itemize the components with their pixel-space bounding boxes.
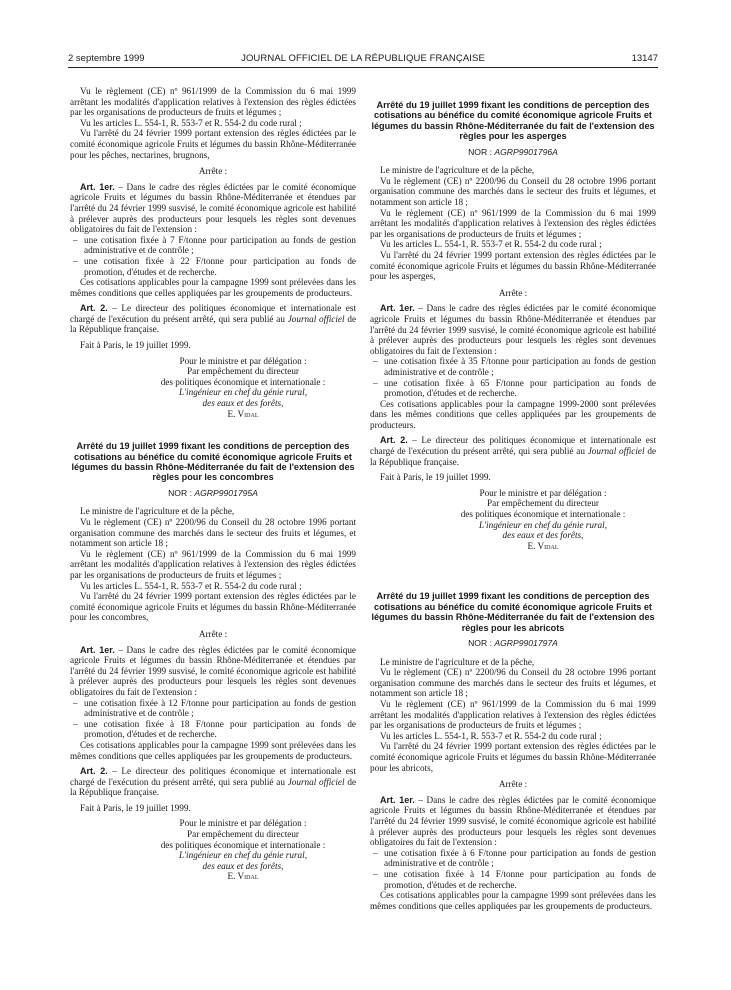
signatory-name: E. Vidal [527, 540, 559, 551]
signature-line: des eaux et des forêts, [502, 530, 584, 541]
article-label: Art. 1er. [80, 644, 115, 655]
list-item: – une cotisation fixée à 35 F/tonne pour participation au fonds de gestion administrative et de contrôle ; [370, 356, 656, 377]
visa-paragraph: Vu les articles L. 554-1, R. 553-7 et R. 554-2 du code rural ; [80, 117, 302, 128]
signature-line: des politiques économique et internationale : [460, 509, 626, 520]
journal-reference: Journal officiel [587, 446, 645, 457]
article-text: de la République française. [70, 313, 357, 335]
visa-paragraph: Vu les articles L. 554-1, R. 553-7 et R. 554-2 du code rural ; [380, 730, 602, 741]
article-1 [70, 645, 356, 698]
list-item: – une cotisation fixée à 12 F/tonne pour participation au fonds de gestion administrative et de contrôle ; [70, 698, 356, 719]
signatory-name: E. Vidal [227, 408, 259, 419]
article-label: Art. 2. [80, 303, 108, 314]
visa-paragraph: Vu les articles L. 554-1, R. 553-7 et R. 554-2 du code rural ; [80, 580, 302, 591]
visa-paragraph: Vu le règlement (CE) nº 961/1999 de la Commission du 6 mai 1999 arrêtant les modalités d'application relatives à l'extension des règles édictées par les organisations de producteurs de fruits et légumes ; [370, 699, 656, 731]
decree-title: Arrêté du 19 juillet 1999 fixant les conditions de perception des cotisations au bénéfice du comité économique agricole Fruits et légumes du bassin Rhône-Méditerranée du fait de l'extension des règles pour les asperges [371, 100, 655, 142]
right-column [370, 100, 656, 911]
list-item: – une cotisation fixée à 22 F/tonne pour participation au fonds de promotion, d'études et de recherche. [70, 256, 356, 277]
list-item: – une cotisation fixée à 65 F/tonne pour participation au fonds de promotion, d'études et de recherche. [370, 378, 656, 399]
journal-reference: Journal officiel [287, 776, 345, 787]
nor-code: AGRP9901795A [194, 487, 258, 498]
header-date: 2 septembre 1999 [68, 53, 145, 64]
nor-label: NOR : [468, 146, 495, 157]
nor-reference [70, 488, 356, 499]
signature-line: Pour le ministre et par délégation : [479, 487, 607, 498]
list-item: – une cotisation fixée à 7 F/tonne pour participation au fonds de gestion administrative et de contrôle ; [70, 235, 356, 256]
list-item: – une cotisation fixée à 18 F/tonne pour participation au fonds de promotion, d'études et de recherche. [70, 719, 356, 740]
list-item: – une cotisation fixée à 6 F/tonne pour participation au fonds de gestion administrative et de contrôle ; [370, 848, 656, 869]
nor-code: AGRP9901797A [494, 638, 558, 649]
article-1 [370, 303, 656, 356]
visa-paragraph: Vu l'arrêté du 24 février 1999 portant extension des règles édictées par le comité économique agricole Fruits et légumes du bassin Rhône-Méditerranée pour les concombres, [70, 591, 356, 623]
signature-place-date: Fait à Paris, le 19 juillet 1999. [380, 472, 491, 483]
arrete-heading: Arrête : [198, 166, 228, 177]
visa-paragraph: Vu l'arrêté du 24 février 1999 portant extension des règles édictées par le comité économique agricole Fruits et légumes du bassin Rhône-Méditerranée pour les asperges, [370, 249, 656, 282]
nor-reference [370, 638, 656, 649]
article-text: – Dans le cadre des règles édictées par le comité économique agricole Fruits et légumes du bassin Rhône-Méditerranée et étendues par l'arrêté du 24 février 1999 susvisé, le comité économique agricole est habilité à prélever auprès des producteurs pour lesquels les règles sont devenues obligatoires du fait de l'extension : [370, 794, 656, 848]
signature-line: des eaux et des forêts, [202, 398, 284, 409]
signature-line: Par empêchement du directeur [487, 498, 599, 509]
journal-reference: Journal officiel [287, 313, 345, 324]
visa-paragraph: Vu le règlement (CE) nº 2200/96 du Conseil du 28 octobre 1996 portant organisation commune des marchés dans le secteur des fruits et légumes, et notamment son article 18 ; [370, 667, 656, 699]
article-text: – Le directeur des politiques économique et internationale est chargé de l'exécution du présent arrêté, qui sera publié au [370, 435, 656, 457]
article-2 [70, 766, 356, 798]
article-2 [70, 303, 356, 335]
nor-reference [370, 147, 656, 158]
visa-paragraph: Vu les articles L. 554-1, R. 553-7 et R. 554-2 du code rural ; [380, 239, 602, 250]
signature-line: Pour le ministre et par délégation : [179, 818, 307, 829]
signature-line: des eaux et des forêts, [202, 860, 284, 871]
signature-place-date: Fait à Paris, le 19 juillet 1999. [80, 802, 191, 813]
signatory-name: E. Vidal [227, 871, 259, 882]
article-label: Art. 1er. [80, 181, 115, 192]
header-rule [68, 67, 658, 68]
body-paragraph: Ces cotisations applicables pour la campagne 1999 sont prélevées dans les mêmes conditions que celles appliquées par les groupements de producteurs. [370, 890, 656, 911]
article-label: Art. 2. [380, 435, 408, 446]
signature-line: Par empêchement du directeur [187, 366, 299, 377]
signature-line: Pour le ministre et par délégation : [179, 355, 307, 366]
body-paragraph: Le ministre de l'agriculture et de la pêche, [380, 165, 535, 176]
signature-place-date: Fait à Paris, le 19 juillet 1999. [80, 340, 191, 351]
list-item: – une cotisation fixée à 14 F/tonne pour participation au fonds de promotion, d'études et de recherche. [370, 869, 656, 890]
nor-label: NOR : [468, 638, 495, 649]
article-text: – Le directeur des politiques économique et internationale est chargé de l'exécution du présent arrêté, qui sera publié au [70, 766, 356, 787]
left-column [70, 86, 356, 882]
decree-title: Arrêté du 19 juillet 1999 fixant les conditions de perception des cotisations au bénéfice du comité économique agricole Fruits et légumes du bassin Rhône-Méditerranée du fait de l'extension des règles pour les concombres [71, 441, 355, 483]
arrete-heading: Arrête : [498, 287, 528, 298]
body-paragraph: Ces cotisations applicables pour la campagne 1999 sont prélevées dans les mêmes conditions que celles appliquées par les groupements de producteurs. [70, 739, 356, 761]
visa-paragraph: Vu le règlement (CE) nº 961/1999 de la Commission du 6 mai 1999 arrêtant les modalités d'application relatives à l'extension des règles édictées par les organisations de producteurs de fruits et légumes ; [70, 86, 356, 118]
signature-line: L'ingénieur en chef du génie rural, [178, 387, 307, 398]
arrete-heading: Arrête : [498, 779, 528, 790]
signature-line: des politiques économique et internationale : [160, 376, 326, 387]
visa-paragraph: Vu l'arrêté du 24 février 1999 portant extension des règles édictées par le comité économique agricole Fruits et légumes du bassin Rhône-Méditerranée pour les abricots, [370, 741, 656, 773]
visa-paragraph: Vu le règlement (CE) nº 961/1999 de la Commission du 6 mai 1999 arrêtant les modalités d'application relatives à l'extension des règles édictées par les organisations de producteurs de fruits et légumes ; [370, 207, 656, 239]
article-text: – Dans le cadre des règles édictées par le comité économique agricole Fruits et légumes du bassin Rhône-Méditerranée et étendues par l'arrêté du 24 février 1999 susvisé, le comité économique agricole est habilité à prélever auprès des producteurs pour lesquels les règles sont devenues obligatoires du fait de l'extension : [70, 181, 356, 235]
visa-paragraph: Vu le règlement (CE) nº 2200/96 du Conseil du 28 octobre 1996 portant organisation commune des marchés dans le secteur des fruits et légumes, et notamment son article 18 ; [70, 517, 356, 549]
header-journal-title: JOURNAL OFFICIEL DE LA RÉPUBLIQUE FRANÇAISE [241, 53, 485, 64]
arrete-heading: Arrête : [198, 628, 228, 639]
header-page-number: 13147 [631, 53, 658, 64]
body-paragraph: Le ministre de l'agriculture et de la pêche, [80, 506, 235, 517]
article-text: de la République française. [370, 446, 657, 467]
signature-line: L'ingénieur en chef du génie rural, [178, 850, 307, 861]
visa-paragraph: Vu le règlement (CE) nº 2200/96 du Conseil du 28 octobre 1996 portant organisation commune des marchés dans le secteur des fruits et légumes, et notamment son article 18 ; [370, 175, 656, 207]
decree-title: Arrêté du 19 juillet 1999 fixant les conditions de perception des cotisations au bénéfice du comité économique agricole Fruits et légumes du bassin Rhône-Méditerranée du fait de l'extension des règles pour les abricots [371, 591, 655, 633]
signature-line: des politiques économique et internationale : [160, 839, 326, 850]
nor-label: NOR : [168, 487, 195, 498]
visa-paragraph: Vu le règlement (CE) nº 961/1999 de la Commission du 6 mai 1999 arrêtant les modalités d'application relatives à l'extension des règles édictées par les organisations de producteurs de fruits et légumes ; [70, 548, 356, 580]
nor-code: AGRP9901796A [494, 146, 558, 157]
signature-line: Par empêchement du directeur [187, 829, 299, 840]
signature-line: L'ingénieur en chef du génie rural, [478, 519, 607, 530]
body-paragraph: Le ministre de l'agriculture et de la pêche, [380, 656, 535, 667]
article-label: Art. 2. [80, 766, 108, 777]
body-paragraph: Ces cotisations applicables pour la campagne 1999 sont prélevées dans les mêmes conditions que celles appliquées par les groupements de producteurs. [70, 277, 356, 298]
article-1 [370, 795, 656, 848]
page-header [68, 53, 658, 67]
article-text: – Le directeur des politiques économique et internationale est chargé de l'exécution du présent arrêté, qui sera publié au [70, 303, 356, 324]
article-text: de la République française. [70, 776, 357, 798]
article-label: Art. 1er. [380, 303, 415, 314]
body-paragraph: Ces cotisations applicables pour la campagne 1999-2000 sont prélevées dans les mêmes conditions que celles appliquées par les groupements de producteurs. [370, 398, 656, 430]
article-2 [370, 435, 656, 467]
article-label: Art. 1er. [380, 794, 415, 805]
visa-paragraph: Vu l'arrêté du 24 février 1999 portant extension des règles édictées par le comité économique agricole Fruits et légumes du bassin Rhône-Méditerranée pour les pêches, nectarines, brugnons, [70, 128, 356, 160]
article-1 [70, 182, 356, 235]
article-text: – Dans le cadre des règles édictées par le comité économique agricole Fruits et légumes du bassin Rhône-Méditerranée et étendues par l'arrêté du 24 février 1999 susvisé, le comité économique agricole est habilité à prélever auprès des producteurs pour lesquels les règles sont devenues obligatoires du fait de l'extension : [70, 644, 356, 697]
article-text: – Dans le cadre des règles édictées par le comité économique agricole Fruits et légumes du bassin Rhône-Méditerranée et étendues par l'arrêté du 24 février 1999 susvisé, le comité économique agricole est habilité à prélever auprès des producteurs pour lesquels les règles sont devenues obligatoires du fait de l'extension : [370, 303, 656, 356]
